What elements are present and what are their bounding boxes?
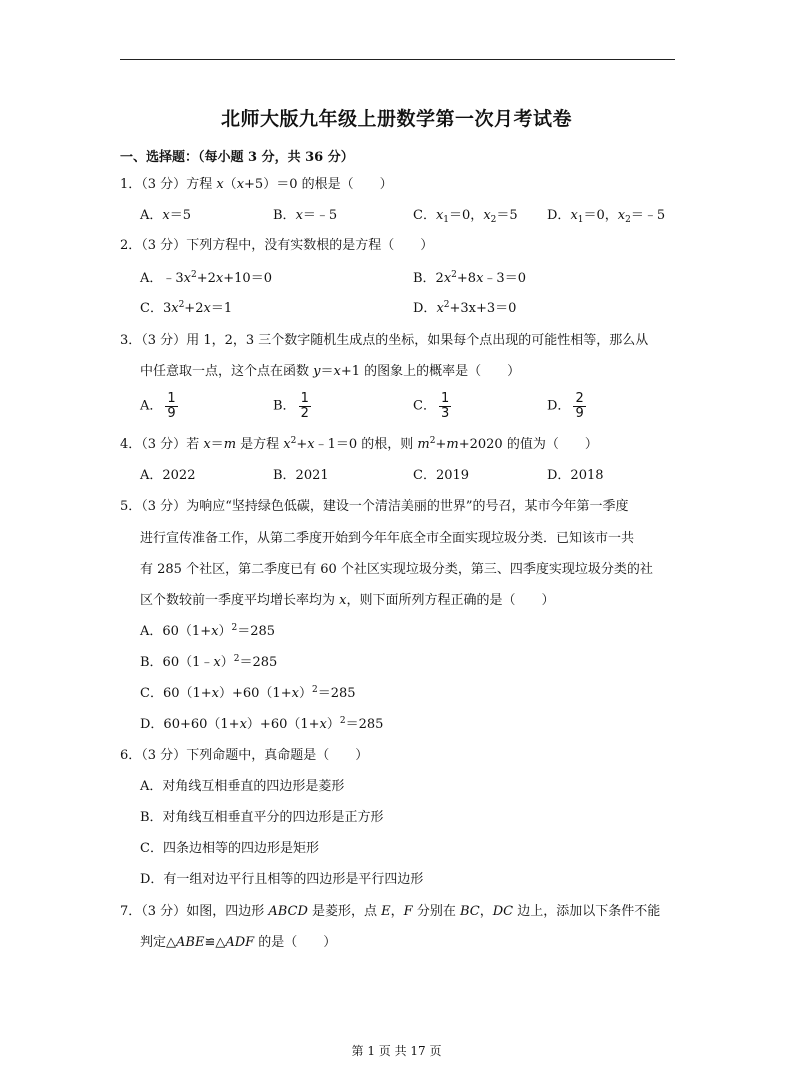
fraction-1-2: $\frac{1}{2}$ [300,391,309,421]
question-3: 3．（3 分）用 1，2，3 三个数字随机生成点的坐标，如果每个点出现的可能性相等，那么从 [120,333,649,348]
q3-option-d: D． $\frac{2}{9}$ [547,391,584,421]
question-4: 4．（3 分）若 x＝m 是方程 $x^2+x﹣1=0$ 的根，则 $m^2+m+2020$ 的值为（ ） [120,436,598,452]
q4-option-d: D．2018 [547,468,604,483]
section-heading: 一、选择题：（每小题 3 分，共 36 分） [120,150,354,165]
question-2: 2．（3 分）下列方程中，没有实数根的是方程（ ） [120,238,434,253]
question-1: 1．（3 分）方程 x（x+5）＝0 的根是（ ） [120,177,393,192]
fraction-2-9: $\frac{2}{9}$ [575,391,584,421]
q1-option-c: C．$x_1=0$，$x_2=5$ [413,208,518,225]
q6-option-c: C．四条边相等的四边形是矩形 [140,841,319,856]
page-footer: 第 1 页 共 17 页 [351,1044,442,1058]
question-3-line-2: 中任意取一点，这个点在函数 y＝x+1 的图象上的概率是（ ） [140,364,521,379]
question-5: 5．（3 分）为响应“坚持绿色低碳，建设一个清洁美丽的世界”的号召，某市今年第一季度 [120,499,629,514]
q6-option-b: B．对角线互相垂直平分的四边形是正方形 [140,810,384,825]
q3-option-c: C． $\frac{1}{3}$ [413,391,450,421]
q4-option-c: C．2019 [413,468,470,483]
page-title: 北师大版九年级上册数学第一次月考试卷 [220,108,572,130]
q2-option-c: C．$3x^2+2x=1$ [140,300,233,316]
q2-option-b: B．$2x^2+8x﹣3=0$ [413,270,526,286]
q3-option-b: B． $\frac{1}{2}$ [273,391,309,421]
question-5-line-4: 区个数较前一季度平均增长率均为 x，则下面所列方程正确的是（ ） [140,593,555,608]
q1-option-b: B．x＝﹣5 [273,208,338,223]
fraction-1-9: $\frac{1}{9}$ [167,391,176,421]
question-7: 7．（3 分）如图，四边形 ABCD 是菱形，点 E，F 分别在 BC，DC 边上，添加以下条件不能 [120,904,661,919]
q4-option-a: A．2022 [140,468,196,483]
header-rule [120,59,675,60]
q4-option-b: B．2021 [273,468,329,483]
fraction-1-3: $\frac{1}{3}$ [440,391,450,421]
q3-option-a: A． $\frac{1}{9}$ [140,391,176,421]
q1-option-a: A．x＝5 [140,208,192,223]
question-6: 6．（3 分）下列命题中，真命题是（ ） [120,748,369,763]
q6-option-d: D．有一组对边平行且相等的四边形是平行四边形 [140,872,424,887]
question-7-line-2: 判定△ABE≌△ADF 的是（ ） [140,935,337,950]
q5-option-c: C．$60(1+x)+60(1+x)^2=285$ [140,685,356,701]
q2-option-a: A．$﹣3x^2+2x+10=0$ [140,270,272,286]
q6-option-a: A．对角线互相垂直的四边形是菱形 [140,779,345,794]
q5-option-a: A．$60(1+x)^2=285$ [140,623,276,639]
question-5-line-2: 进行宣传准备工作，从第二季度开始到今年年底全市全面实现垃圾分类．已知该市一共 [140,531,635,546]
q1-option-d: D．$x_1=0$，$x_2=﹣5$ [547,208,666,225]
question-5-line-3: 有 285 个社区，第二季度已有 60 个社区实现垃圾分类，第三、四季度实现垃圾分类的社 [140,562,653,577]
q5-option-b: B．60（1﹣x）$^2$＝285 [140,654,278,670]
q5-option-d: D．$60+60(1+x)+60(1+x)^2=285$ [140,716,384,732]
q2-option-d: D．$x^2+3x+3=0$ [413,300,517,316]
